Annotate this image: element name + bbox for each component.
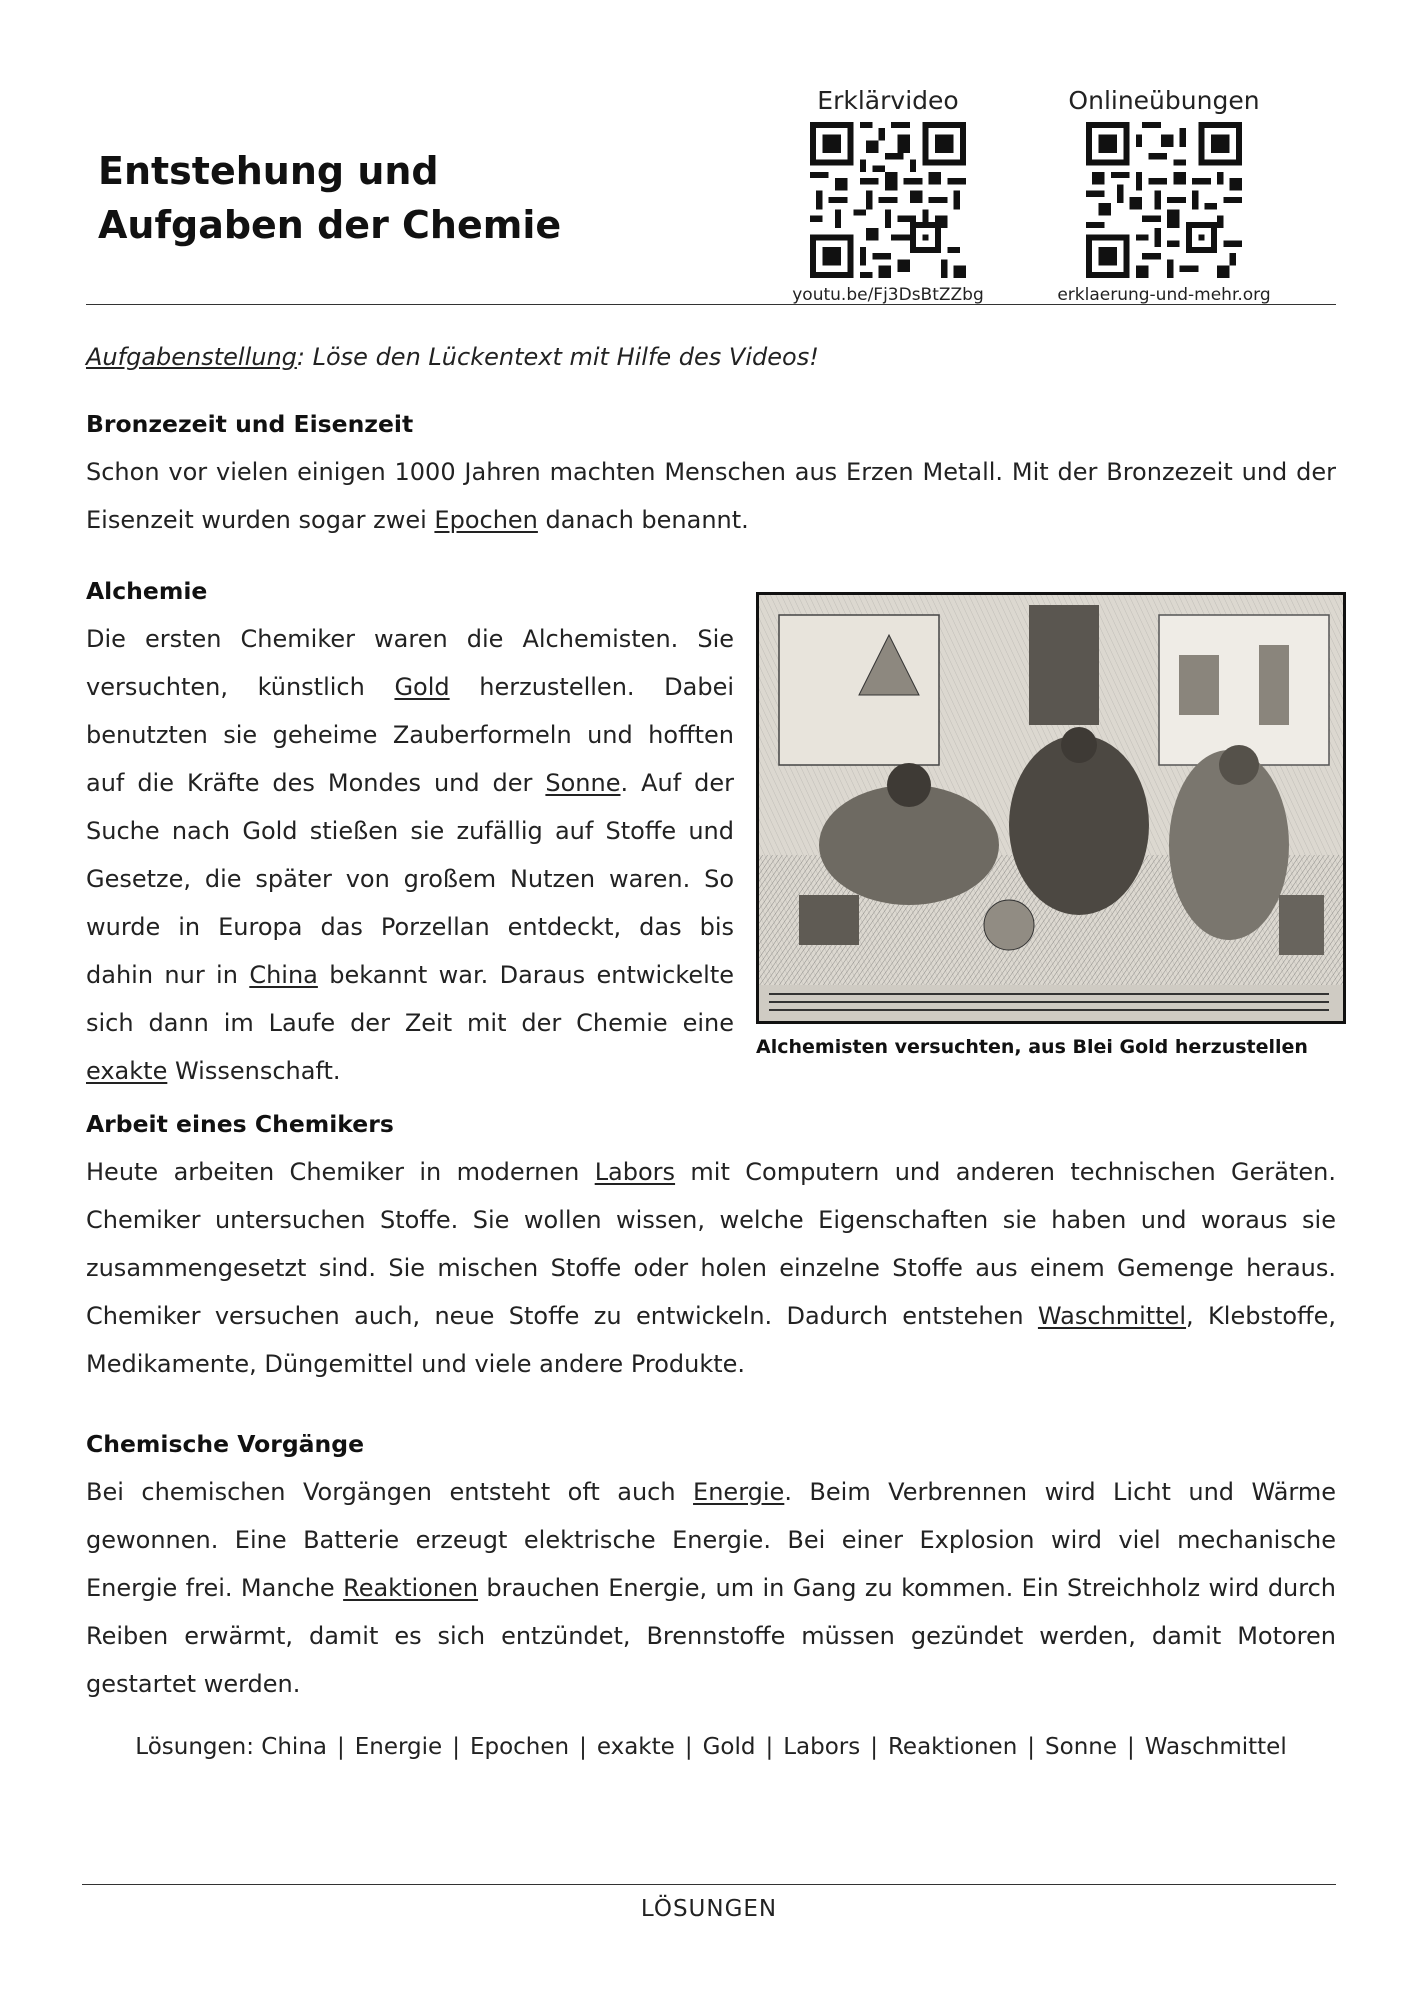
solutions-line	[86, 1730, 1336, 1764]
qr-label-video: Erklärvideo	[817, 86, 959, 115]
gap-answer: Labors	[594, 1158, 676, 1186]
qr-label-exercises: Onlineübungen	[1068, 86, 1260, 115]
paragraph-arbeit	[86, 1148, 1336, 1388]
text: herzustellen. Dabei benutzten sie geheime Zauberformeln und hofften auf die Kräfte des Mondes und der	[86, 673, 735, 797]
separator: |	[579, 1734, 587, 1760]
gap-answer: China	[249, 961, 318, 989]
qr-url-video[interactable]: youtu.be/Fj3DsBtZZbg	[792, 285, 984, 305]
solution-word: Reaktionen	[887, 1734, 1018, 1760]
separator: |	[684, 1734, 693, 1760]
text: Die ersten Chemiker waren die Alchemisten. Sie versuchten, künstlich	[86, 625, 734, 701]
gap-answer: Waschmittel	[1037, 1302, 1187, 1330]
paragraph-vorgaenge	[86, 1468, 1336, 1708]
solution-word: Gold	[702, 1734, 756, 1760]
text: , Klebstoffe, Medikamente, Düngemittel und viele andere Produkte.	[86, 1302, 1336, 1378]
text: Wissenschaft.	[167, 1057, 341, 1085]
separator: |	[870, 1734, 878, 1760]
gap-answer: Epochen	[434, 506, 538, 534]
separator: |	[1027, 1734, 1036, 1760]
solution-word: Sonne	[1045, 1734, 1118, 1760]
gap-answer: Sonne	[545, 769, 621, 797]
text: bekannt war. Daraus entwickelte sich dann im Laufe der Zeit mit der Chemie eine	[86, 961, 734, 1037]
page-title	[98, 144, 561, 252]
text: brauchen Energie, um in Gang zu kommen. Ein Streichholz wird durch Reiben erwärmt, damit es sich entzündet, Brennstoffe müssen gezündet werden, damit Motoren gestartet werden.	[86, 1574, 1337, 1698]
gap-answer: Gold	[394, 673, 450, 701]
solution-word: Waschmittel	[1144, 1734, 1287, 1760]
task-instruction	[86, 340, 819, 374]
text: Heute arbeiten Chemiker in modernen	[86, 1158, 595, 1186]
solution-word: Energie	[354, 1734, 443, 1760]
title-line-2: Aufgaben der Chemie	[98, 203, 562, 247]
task-text: : Löse den Lückentext mit Hilfe des Videos!	[296, 343, 819, 371]
header-divider	[86, 304, 1336, 305]
text: . Auf der Suche nach Gold stießen sie zufällig auf Stoffe und Gesetze, die später von großem Nutzen waren. So wurde in Europa das Porzellan entdeckt, das bis dahin nur in	[86, 769, 734, 989]
paragraph-alchemie	[86, 615, 734, 1095]
heading-alchemie: Alchemie	[86, 577, 208, 605]
gap-answer: exakte	[86, 1057, 168, 1085]
solution-word: Labors	[783, 1734, 861, 1760]
separator: |	[1127, 1734, 1135, 1760]
qr-code-icon[interactable]	[810, 122, 966, 278]
text: mit Computern und anderen technischen Geräten. Chemiker untersuchen Stoffe. Sie wollen wissen, welche Eigenschaften sie haben und woraus sie zusammengesetzt sind. Sie mischen Stoffe oder holen einzelne Stoffe aus einem Gemenge heraus. Chemiker versuchen auch, neue Stoffe zu entwickeln. Dadurch entstehen	[86, 1158, 1336, 1330]
qr-code-icon[interactable]	[1086, 122, 1242, 278]
qr-url-exercises[interactable]: erklaerung-und-mehr.org	[1057, 285, 1271, 305]
separator: |	[337, 1734, 345, 1760]
text: Bei chemischen Vorgängen entsteht oft auch	[86, 1478, 694, 1506]
solutions-label: Lösungen:	[135, 1734, 254, 1760]
gap-answer: Energie	[693, 1478, 785, 1506]
footer-divider	[82, 1884, 1336, 1885]
figure-caption: Alchemisten versuchten, aus Blei Gold herzustellen	[756, 1036, 1308, 1058]
solution-word: China	[261, 1734, 327, 1760]
heading-arbeit: Arbeit eines Chemikers	[86, 1110, 394, 1138]
task-label: Aufgabenstellung	[86, 343, 297, 371]
solution-word: exakte	[596, 1734, 675, 1760]
footer-label: LÖSUNGEN	[640, 1896, 778, 1922]
alchemist-engraving-icon	[759, 595, 1343, 1021]
gap-answer: Reaktionen	[343, 1574, 479, 1602]
qr-block-video[interactable]	[778, 84, 998, 306]
paragraph-bronzezeit	[86, 448, 1336, 544]
text: Schon vor vielen einigen 1000 Jahren machten Menschen aus Erzen Metall. Mit der Bronzezeit und der Eisenzeit wurden sogar zwei	[86, 458, 1336, 534]
title-line-1: Entstehung und	[98, 149, 439, 193]
figure-alchemist	[756, 592, 1346, 1060]
heading-vorgaenge: Chemische Vorgänge	[86, 1430, 365, 1458]
text: . Beim Verbrennen wird Licht und Wärme gewonnen. Eine Batterie erzeugt elektrische Energie. Bei einer Explosion wird viel mechanische Energie frei. Manche	[86, 1478, 1336, 1602]
engraving-image	[756, 592, 1346, 1024]
solution-word: Epochen	[469, 1734, 570, 1760]
separator: |	[452, 1734, 460, 1760]
heading-bronzezeit: Bronzezeit und Eisenzeit	[86, 410, 414, 438]
separator: |	[765, 1734, 774, 1760]
qr-block-exercises[interactable]	[1054, 84, 1274, 306]
text: danach benannt.	[537, 506, 749, 534]
